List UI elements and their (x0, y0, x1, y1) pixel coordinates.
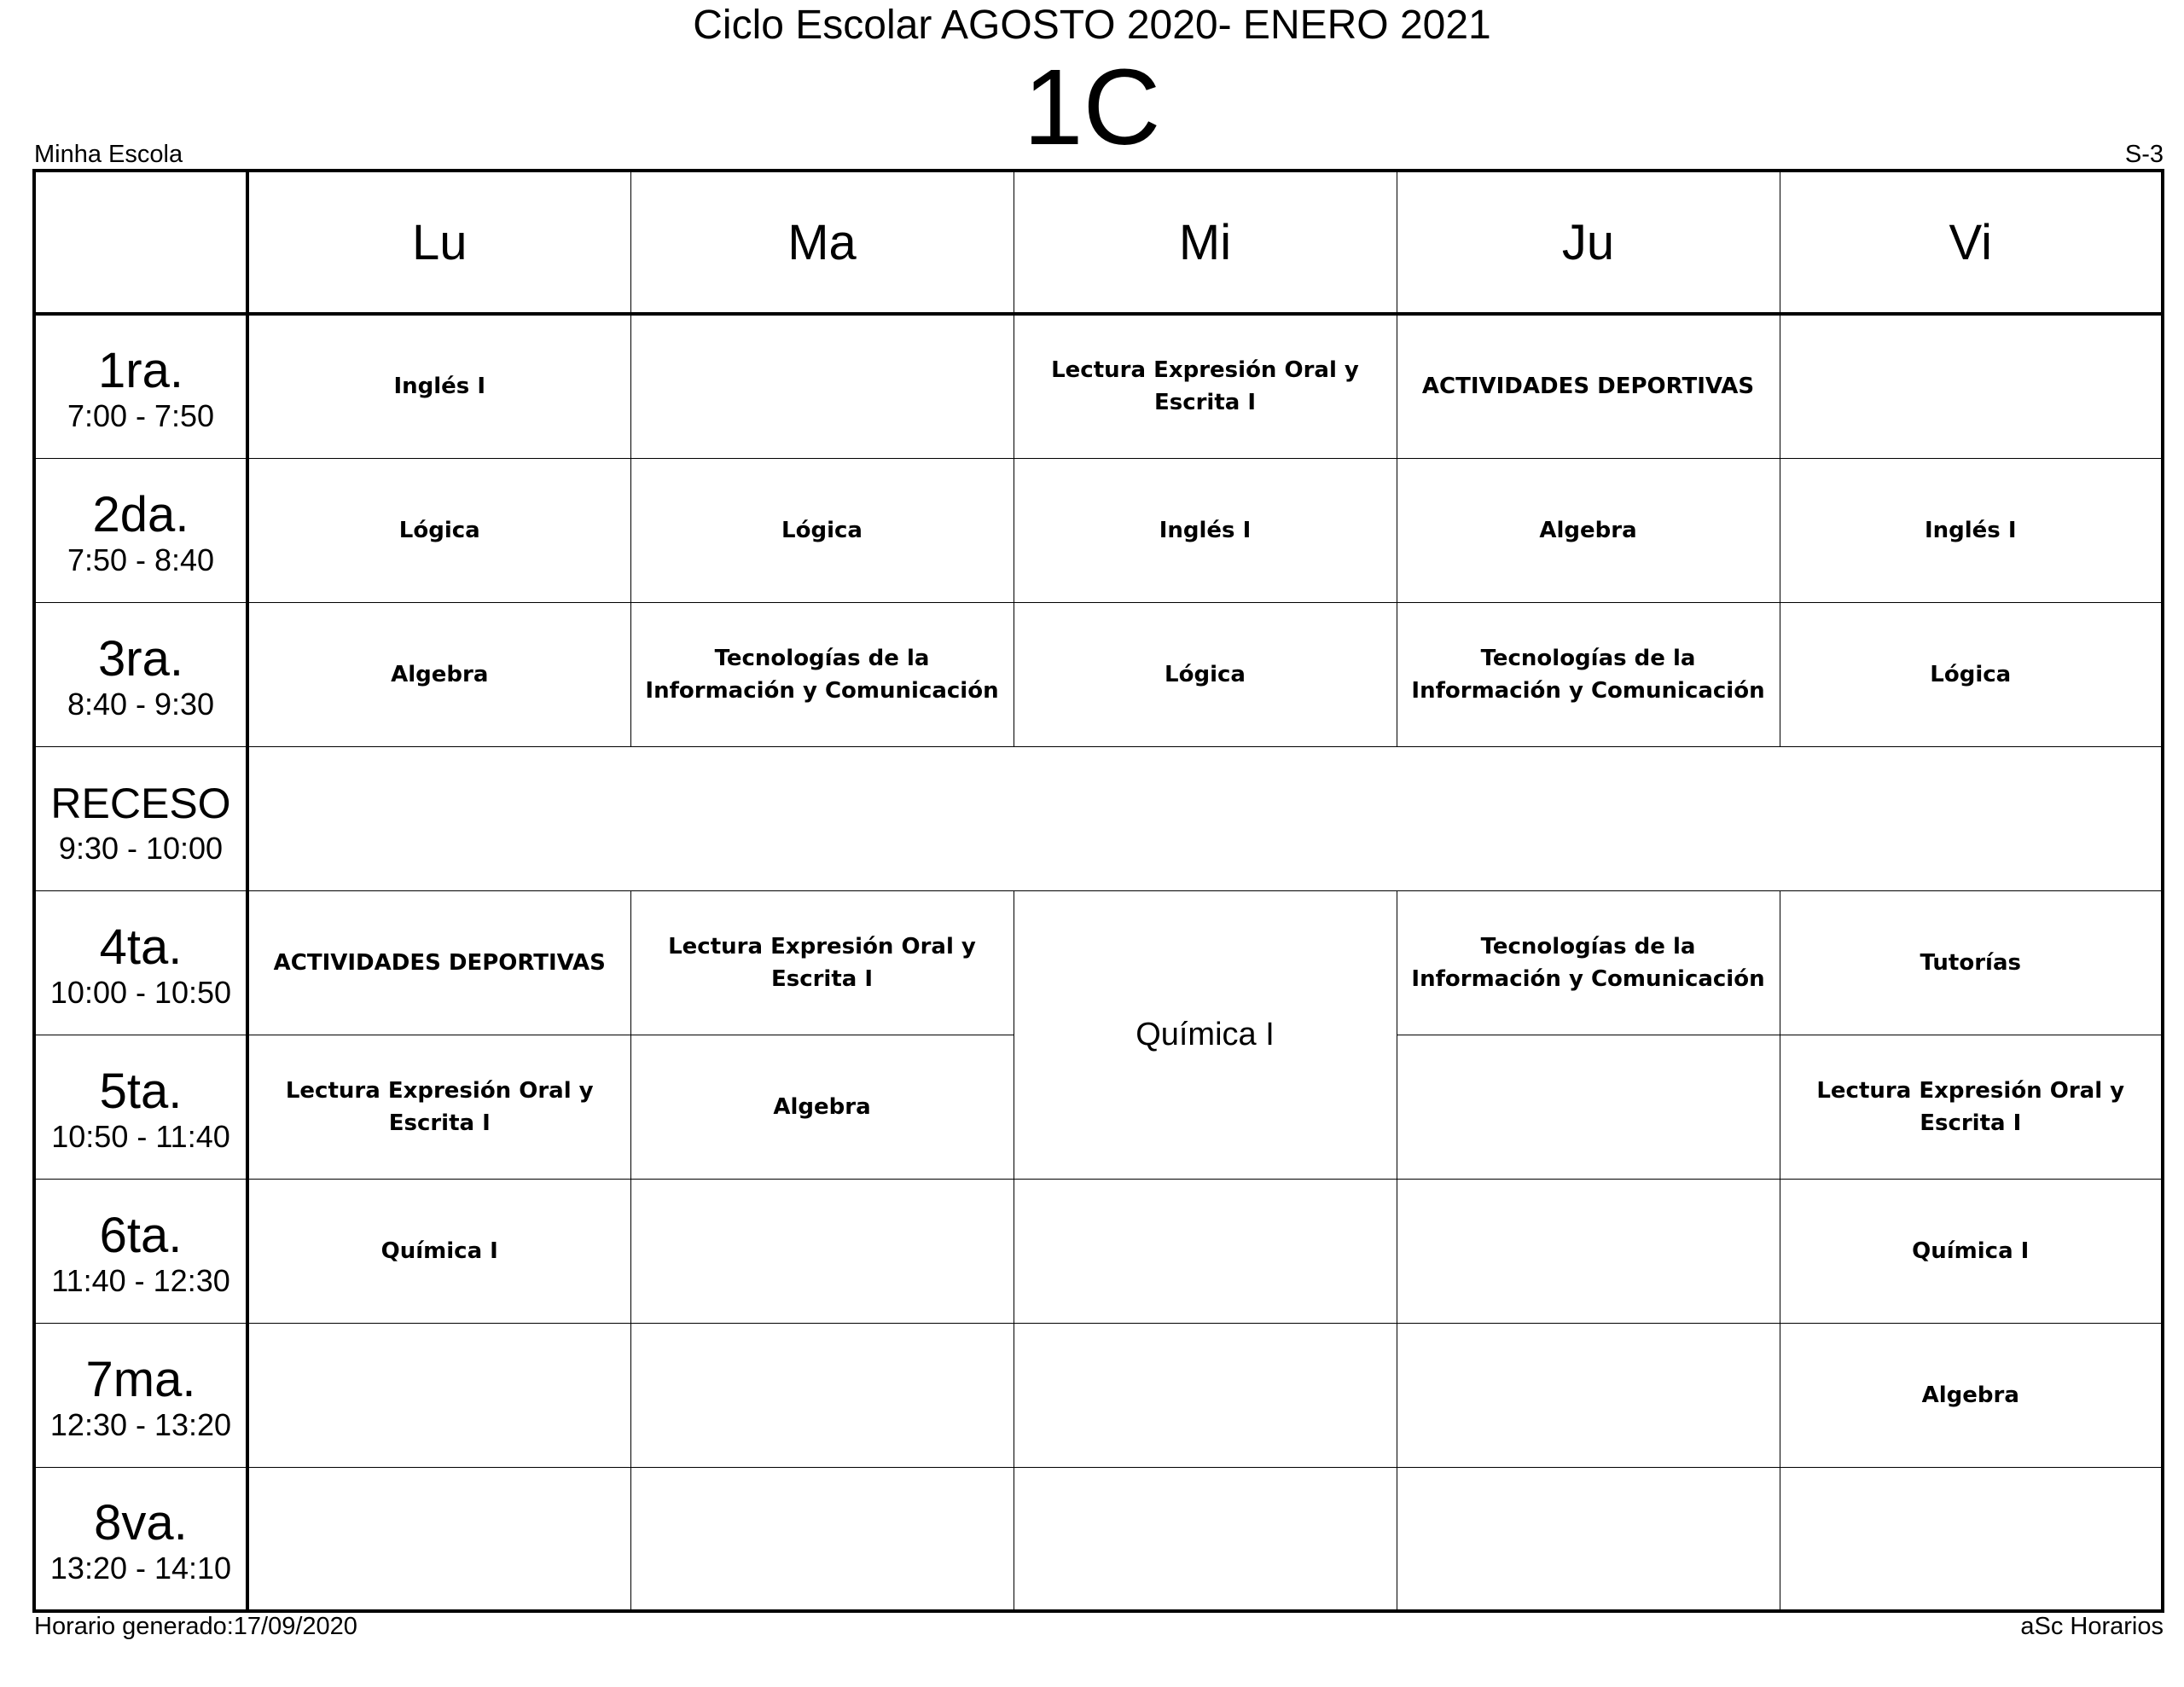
lesson-cell: Tecnologías de la Información y Comunicación (1397, 602, 1780, 746)
period-name: RECESO (50, 779, 231, 827)
period-name: 1ra. (98, 343, 183, 399)
period-name: 6ta. (99, 1207, 183, 1263)
lesson-cell (247, 1467, 630, 1611)
period-name: 5ta. (99, 1063, 183, 1119)
period-row (34, 890, 2163, 1035)
lesson-cell-double: Química I (1014, 890, 1397, 1179)
lesson-cell: Lectura Expresión Oral y Escrita I (630, 890, 1014, 1035)
day-header-mi: Mi (1014, 171, 1397, 314)
lesson-cell: Tecnologías de la Información y Comunicación (1397, 890, 1780, 1035)
lesson-cell: Química I (247, 1179, 630, 1323)
lesson-cell (1397, 1323, 1780, 1467)
lesson-cell (1014, 1467, 1397, 1611)
lesson-cell: Algebra (247, 602, 630, 746)
software-credit: aSc Horarios (2020, 1613, 2164, 1640)
period-time: 10:00 - 10:50 (49, 974, 232, 1010)
lesson-cell (630, 1467, 1014, 1611)
school-name: Minha Escola (34, 141, 183, 168)
lesson-cell: Química I (1780, 1179, 2163, 1323)
lesson-cell: ACTIVIDADES DEPORTIVAS (1397, 314, 1780, 458)
lesson-cell (630, 1323, 1014, 1467)
period-name: 3ra. (98, 630, 183, 687)
period-label (34, 1035, 247, 1179)
period-time: 11:40 - 12:30 (51, 1262, 230, 1298)
period-time: 13:20 - 14:10 (49, 1550, 232, 1586)
period-time: 12:30 - 13:20 (49, 1406, 232, 1442)
period-row (34, 1323, 2163, 1467)
lesson-cell: Lectura Expresión Oral y Escrita I (1780, 1035, 2163, 1179)
period-time: 10:50 - 11:40 (51, 1118, 230, 1154)
lesson-cell (630, 314, 1014, 458)
lesson-cell (1397, 1035, 1780, 1179)
day-header-ju: Ju (1397, 171, 1780, 314)
schedule-code: S-3 (2124, 141, 2164, 168)
lesson-cell: Tutorías (1780, 890, 2163, 1035)
day-header-lu: Lu (247, 171, 630, 314)
lesson-cell (1014, 1179, 1397, 1323)
period-label (34, 1323, 247, 1467)
lesson-cell (1397, 1467, 1780, 1611)
lesson-cell (1397, 1179, 1780, 1323)
lesson-cell: Algebra (1780, 1323, 2163, 1467)
recess-cell (247, 746, 2163, 890)
period-row (34, 602, 2163, 746)
period-label (34, 890, 247, 1035)
period-time: 8:40 - 9:30 (67, 686, 215, 722)
period-row (34, 1467, 2163, 1611)
page-title: Ciclo Escolar AGOSTO 2020- ENERO 2021 (693, 3, 1491, 48)
lesson-cell: Lectura Expresión Oral y Escrita I (247, 1035, 630, 1179)
period-time: 7:00 - 7:50 (67, 398, 215, 434)
lesson-cell (247, 1323, 630, 1467)
lesson-cell: Inglés I (247, 314, 630, 458)
class-name: 1C (1023, 47, 1161, 167)
period-label (34, 458, 247, 602)
lesson-cell: Algebra (1397, 458, 1780, 602)
period-row (34, 314, 2163, 458)
period-label (34, 1179, 247, 1323)
day-header-vi: Vi (1780, 171, 2163, 314)
lesson-cell (1780, 1467, 2163, 1611)
generated-date: Horario generado:17/09/2020 (34, 1613, 357, 1640)
lesson-cell (1780, 314, 2163, 458)
lesson-cell (1014, 1323, 1397, 1467)
period-name: 8va. (94, 1494, 188, 1551)
period-label (34, 1467, 247, 1611)
period-name: 4ta. (99, 919, 183, 975)
lesson-cell: Inglés I (1780, 458, 2163, 602)
lesson-cell: ACTIVIDADES DEPORTIVAS (247, 890, 630, 1035)
lesson-cell: Lectura Expresión Oral y Escrita I (1014, 314, 1397, 458)
period-label (34, 602, 247, 746)
recess-row (34, 746, 2163, 890)
lesson-cell: Tecnologías de la Información y Comunicación (630, 602, 1014, 746)
period-name: 2da. (92, 486, 189, 542)
day-header-ma: Ma (630, 171, 1014, 314)
lesson-cell: Lógica (1014, 602, 1397, 746)
period-row (34, 458, 2163, 602)
period-label (34, 746, 247, 890)
period-row (34, 1179, 2163, 1323)
period-name: 7ma. (85, 1351, 196, 1407)
corner-cell (34, 171, 247, 314)
lesson-cell: Lógica (630, 458, 1014, 602)
lesson-cell: Lógica (1780, 602, 2163, 746)
lesson-cell: Algebra (630, 1035, 1014, 1179)
lesson-cell: Inglés I (1014, 458, 1397, 602)
lesson-cell (630, 1179, 1014, 1323)
period-time: 7:50 - 8:40 (67, 542, 215, 577)
lesson-cell: Lógica (247, 458, 630, 602)
period-time: 9:30 - 10:00 (58, 830, 224, 866)
period-label (34, 314, 247, 458)
header-row (34, 171, 2163, 314)
timetable (32, 169, 2164, 1613)
